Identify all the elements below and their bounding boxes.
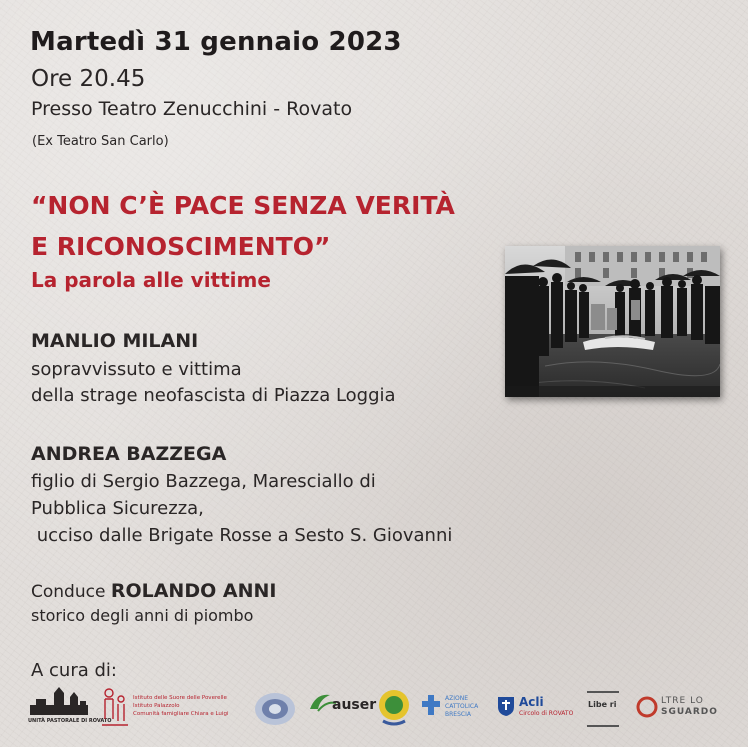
liberi-logo: [587, 691, 623, 727]
cross-icon: [420, 693, 442, 717]
speaker-2-name: ANDREA BAZZEGA: [31, 443, 227, 465]
speaker-1-name: MANLIO MILANI: [31, 330, 199, 352]
event-venue: Presso Teatro Zenucchini - Rovato: [31, 98, 353, 120]
speaker-1-description: sopravvissuto e vittima: [31, 359, 242, 380]
organizer-logos: [0, 685, 748, 735]
host-line: [31, 580, 276, 602]
liberi-text: Libe ri: [588, 700, 617, 709]
azione-cattolica-line3: BRESCIA: [445, 711, 471, 718]
venue-note: (Ex Teatro San Carlo): [32, 134, 169, 149]
speaker-2-description: Pubblica Sicurezza,: [31, 498, 204, 519]
family-figures-icon: [100, 685, 130, 729]
azione-cattolica-logo: [420, 693, 490, 729]
suore-text-line3: Comunità famigliare Chiara e Luigi: [133, 711, 229, 717]
azione-cattolica-line1: AZIONE: [445, 695, 468, 702]
event-subtitle: La parola alle vittime: [31, 268, 271, 292]
oltre-lo-sguardo-logo: [635, 695, 735, 725]
unita-pastorale-logo: [28, 687, 112, 727]
circle-emblem-icon: [253, 689, 297, 729]
suore-text-line2: Istituto Palazzolo: [133, 703, 180, 709]
auser-logo: [308, 691, 377, 731]
historical-photo: [505, 246, 720, 397]
event-time: Ore 20.45: [31, 66, 146, 92]
speaker-2-description: figlio di Sergio Bazzega, Maresciallo di: [31, 471, 376, 492]
event-date: Martedì 31 gennaio 2023: [30, 27, 402, 57]
suore-text-line1: Istituto delle Suore delle Poverelle: [133, 695, 227, 701]
church-skyline-icon: [28, 687, 90, 717]
event-title-line-1: “NON C’È PACE SENZA VERITÀ: [31, 191, 455, 220]
auser-text: auser: [332, 697, 377, 713]
curated-by-label: A cura di:: [31, 660, 117, 681]
acli-shield-icon: [496, 695, 516, 717]
acli-text: Acli: [519, 695, 544, 709]
unita-pastorale-text: UNITÀ PASTORALE DI ROVATO: [28, 718, 112, 724]
badge-icon: [377, 687, 411, 729]
speaker-2-description: ucciso dalle Brigate Rosse a Sesto S. Giovanni: [31, 525, 453, 546]
host-role: storico degli anni di piombo: [31, 606, 254, 625]
azione-cattolica-line2: CATTOLICA: [445, 703, 479, 710]
event-title-line-2: E RICONOSCIMENTO”: [31, 232, 331, 261]
speaker-1-description: della strage neofascista di Piazza Loggia: [31, 385, 396, 406]
suore-poverelle-logo: [100, 685, 240, 733]
acli-logo: [496, 695, 578, 727]
ring-icon: [635, 695, 659, 719]
acli-subtext: Circolo di ROVATO: [519, 710, 574, 717]
oltre-text-line1: LTRE LO: [661, 696, 704, 706]
yellow-badge-logo: [377, 687, 411, 729]
oltre-text-line2: SGUARDO: [661, 707, 718, 717]
liberi-frame-icon: [587, 691, 619, 727]
round-emblem-logo: [253, 689, 297, 729]
host-prefix: Conduce: [31, 582, 111, 602]
host-name: ROLANDO ANNI: [110, 580, 277, 602]
